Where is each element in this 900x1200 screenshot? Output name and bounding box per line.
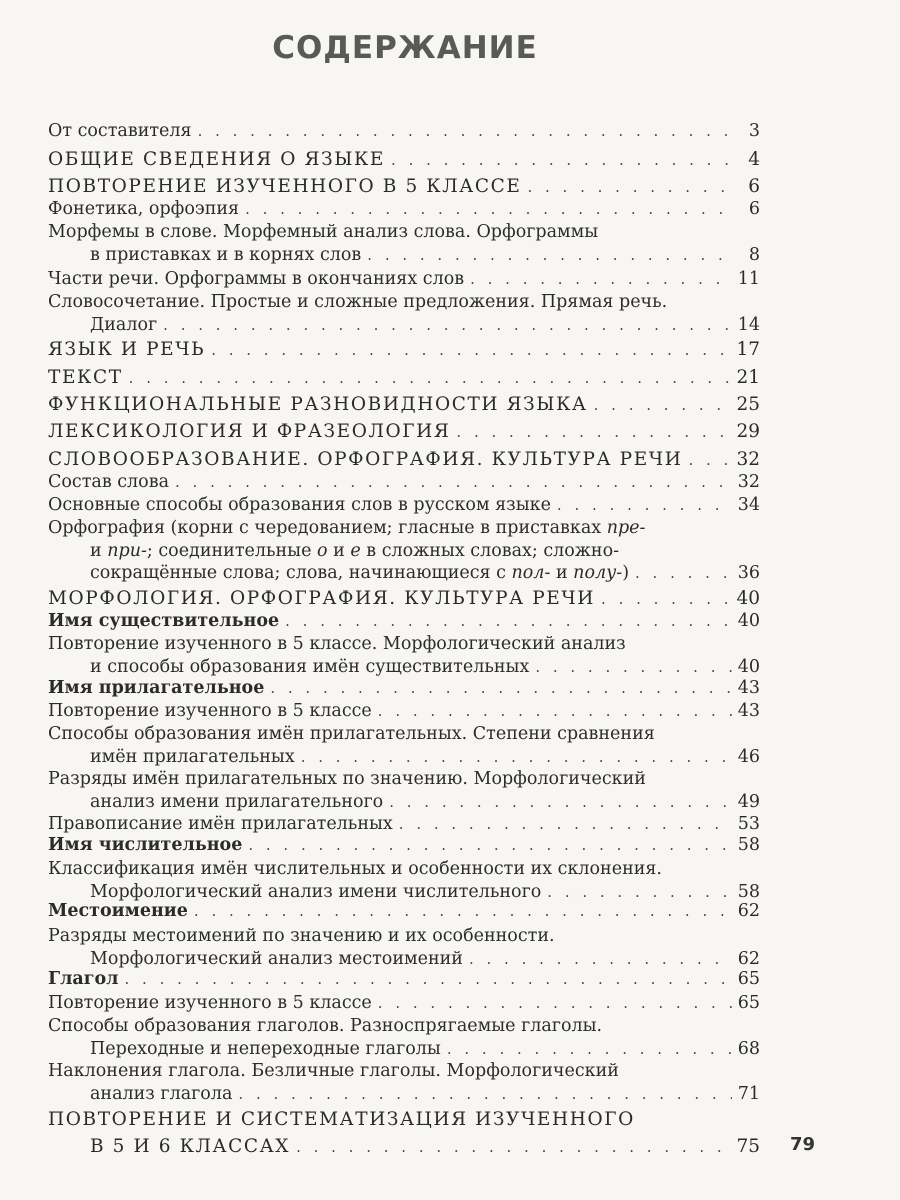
toc-entry [48, 610, 760, 633]
text-segment: ; соединительные [146, 540, 318, 561]
toc-page-number: 75 [736, 1136, 760, 1157]
toc-page-number: 53 [737, 814, 760, 834]
toc-entry [48, 633, 760, 678]
toc-entry-line [48, 1083, 760, 1106]
toc-entry-line [48, 540, 760, 563]
dot-leader [163, 314, 732, 337]
toc-page-number: 65 [737, 993, 760, 1013]
toc-entry-text: Имя числительное [48, 835, 243, 855]
toc-entry-text: Состав слова [48, 472, 169, 492]
toc-entry-text: Повторение изученного в 5 классе [48, 701, 372, 721]
toc-entry [48, 391, 760, 418]
toc-entry [48, 723, 760, 768]
toc-page-number: 68 [737, 1038, 760, 1059]
toc-page-number: 43 [737, 678, 760, 698]
text-segment: и [90, 540, 108, 561]
dot-leader [447, 1038, 732, 1061]
toc-entry [48, 471, 760, 494]
dot-leader [594, 392, 731, 419]
toc-entry [48, 858, 760, 903]
toc-page-number: 49 [737, 791, 760, 812]
toc-entry-line [48, 221, 760, 244]
dot-leader [245, 198, 732, 221]
toc-entry [48, 768, 760, 813]
toc-entry-line [48, 1060, 760, 1083]
toc-entry-text: ПОВТОРЕНИЕ ИЗУЧЕННОГО В 5 КЛАССЕ [48, 176, 522, 197]
toc-page-number: 62 [737, 948, 760, 969]
toc-page-number: 58 [737, 881, 760, 902]
toc-entry [48, 221, 760, 266]
toc-entry-text: анализ имени прилагательного [90, 791, 384, 812]
toc-entry-text: в приставках и в корнях слов [90, 244, 362, 265]
toc-page-number: 17 [736, 339, 760, 360]
toc-entry-line [48, 517, 760, 540]
toc-entry-line [48, 992, 760, 1015]
toc-entry [48, 992, 760, 1015]
toc-entry [48, 677, 760, 700]
toc-entry-text: Морфемы в слове. Морфемный анализ слова. Орфограммы [48, 222, 599, 242]
dot-leader [535, 656, 731, 679]
toc-entry-text: ЛЕКСИКОЛОГИЯ И ФРАЗЕОЛОГИЯ [48, 421, 451, 442]
toc-entry-text: Наклонения глагола. Безличные глаголы. Морфологический [48, 1061, 619, 1081]
toc-entry-text: ФУНКЦИОНАЛЬНЫЕ РАЗНОВИДНОСТИ ЯЗЫКА [48, 394, 588, 415]
toc-entry [48, 925, 760, 970]
toc-entry-text: МОРФОЛОГИЯ. ОРФОГРАФИЯ. КУЛЬТУРА РЕЧИ [48, 588, 596, 609]
text-segment: и [327, 540, 351, 561]
toc-page-number: 6 [748, 199, 760, 219]
toc-page-number: 40 [737, 656, 760, 677]
dot-leader [175, 471, 732, 494]
toc-entry-line [48, 446, 760, 473]
toc-entry-text: Морфологический анализ местоимений [90, 948, 463, 969]
toc-entry [48, 1106, 760, 1160]
toc-entry-line [48, 198, 760, 221]
dot-leader [378, 992, 732, 1015]
toc-page-number: 6 [748, 176, 760, 197]
toc-entry-text: Глагол [48, 969, 119, 989]
toc-entry-line [48, 768, 760, 791]
toc-entry-line [48, 391, 760, 418]
toc-page-number: 8 [748, 244, 760, 265]
toc-entry-text: СЛОВООБРАЗОВАНИЕ. ОРФОГРАФИЯ. КУЛЬТУРА РЕЧИ [48, 449, 683, 470]
dot-leader [367, 244, 732, 267]
toc-page-number: 65 [737, 969, 760, 989]
toc-entry-line [48, 925, 760, 948]
text-segment: в сложных словах; сложно- [360, 540, 620, 561]
dot-leader [129, 365, 731, 392]
italic-term: о [317, 540, 328, 561]
toc-entry-line [48, 723, 760, 746]
toc-entry-text: и способы образования имён существительных [90, 656, 530, 677]
toc-entry-text: Переходные и непереходные глаголы [90, 1038, 441, 1059]
toc-entry-line [48, 948, 760, 971]
toc-entry [48, 173, 760, 200]
toc-page-number: 58 [737, 835, 760, 855]
toc-entry-line [48, 314, 760, 337]
toc-entry-line [48, 291, 760, 314]
text-segment: и [550, 563, 574, 584]
toc-entry-text: Фонетика, орфоэпия [48, 199, 240, 219]
toc-entry-line [48, 610, 760, 633]
toc-entry-line [48, 494, 760, 517]
toc-entry-text: Повторение изученного в 5 классе. Морфологический анализ [48, 634, 626, 654]
toc-entry [48, 517, 760, 585]
toc-entry-text: Способы образования имён прилагательных. Степени сравнения [48, 724, 655, 744]
dot-leader [389, 791, 732, 814]
toc-page-number: 40 [736, 588, 760, 609]
toc-entry [48, 1015, 760, 1060]
text-segment: Орфография (корни с чередованием; гласные в приставках [48, 518, 607, 538]
toc-page-number: 36 [737, 563, 760, 584]
toc-entry-line [48, 146, 760, 173]
toc-entry-text: Разряды имён прилагательных по значению. Морфологический [48, 769, 646, 789]
toc-entry [48, 813, 760, 836]
toc-page-number: 4 [748, 149, 760, 170]
dot-leader [469, 948, 732, 971]
toc-entry [48, 268, 760, 291]
italic-term: при- [107, 540, 147, 561]
toc-entry [48, 120, 760, 143]
italic-term: пол- [511, 563, 551, 584]
toc-entry-text: ПОВТОРЕНИЕ И СИСТЕМАТИЗАЦИЯ ИЗУЧЕННОГО [48, 1109, 635, 1130]
dot-leader [470, 268, 732, 291]
toc-entry-line [48, 585, 760, 612]
toc-entry-text: Способы образования глаголов. Разноспрягаемые глаголы. [48, 1016, 603, 1036]
toc-entry-text: имён прилагательных [90, 746, 295, 767]
toc-entry [48, 364, 760, 391]
toc-entry-line [48, 244, 760, 267]
toc-page-number: 25 [736, 394, 760, 415]
text-segment: ) [622, 563, 630, 584]
toc-entry [48, 146, 760, 173]
toc-page-number: 3 [748, 121, 760, 141]
toc-entry-text: Классификация имён числительных и особенности их склонения. [48, 859, 662, 879]
dot-leader [194, 900, 732, 923]
toc-entry-line [48, 336, 760, 363]
dot-leader [211, 337, 730, 364]
toc-entry-line [48, 700, 760, 723]
italic-term: е [350, 540, 361, 561]
dot-leader [527, 174, 732, 201]
toc-entry-line [48, 120, 760, 143]
toc-page-number: 34 [737, 495, 760, 515]
dot-leader [635, 562, 732, 585]
toc-entry-line [48, 1038, 760, 1061]
toc-entry-line [48, 1106, 760, 1133]
toc-entry-line [48, 791, 760, 814]
toc-entry-text: Правописание имён прилагательных [48, 814, 393, 834]
toc-entry-text: анализ глагола [90, 1083, 233, 1104]
toc-entry-line [48, 968, 760, 991]
toc-page-number: 29 [736, 421, 760, 442]
toc-entry [48, 968, 760, 991]
toc-entry-line [48, 562, 760, 585]
toc-entry [48, 834, 760, 857]
toc-entry-text: В 5 И 6 КЛАССАХ [90, 1136, 291, 1157]
dot-leader [125, 968, 732, 991]
toc-entry-text [90, 562, 629, 585]
toc-entry [48, 336, 760, 363]
toc-entry-line [48, 1133, 760, 1160]
toc-entry-text: Словосочетание. Простые и сложные предложения. Прямая речь. [48, 292, 668, 312]
toc-entry-line [48, 364, 760, 391]
toc-entry-text: Разряды местоимений по значению и их особенности. [48, 926, 555, 946]
italic-term: пре- [606, 518, 646, 538]
toc-entry-text: Морфологический анализ имени числительного [90, 881, 542, 902]
toc-entry-text: ТЕКСТ [48, 367, 123, 388]
dot-leader [248, 834, 731, 857]
toc-page-number: 32 [736, 449, 760, 470]
toc-page-number: 14 [737, 314, 760, 335]
toc-entry [48, 198, 760, 221]
page-number: 79 [790, 1134, 816, 1155]
toc-entry-line [48, 633, 760, 656]
toc-entry-text: Местоимение [48, 901, 188, 921]
dot-leader [301, 746, 732, 769]
toc-entry [48, 418, 760, 445]
toc-entry-text: Повторение изученного в 5 классе [48, 993, 372, 1013]
toc-entry-text: От составителя [48, 121, 192, 141]
toc-entry-line [48, 268, 760, 291]
toc-entry-text: ОБЩИЕ СВЕДЕНИЯ О ЯЗЫКЕ [48, 149, 386, 170]
toc-entry-line [48, 1015, 760, 1038]
italic-term: полу- [573, 563, 623, 584]
dot-leader [601, 586, 730, 613]
page-title: СОДЕРЖАНИЕ [272, 30, 538, 66]
toc-page-number: 21 [736, 367, 760, 388]
toc-entry-text [48, 517, 645, 540]
dot-leader [285, 610, 732, 633]
toc-entry-text: Имя существительное [48, 611, 280, 631]
text-segment: сокращённые слова; слова, начинающиеся с [90, 563, 512, 584]
dot-leader [296, 1134, 730, 1161]
toc-page-number: 46 [737, 746, 760, 767]
dot-leader [456, 419, 730, 446]
toc-entry-line [48, 173, 760, 200]
dot-leader [238, 1083, 731, 1106]
dot-leader [198, 120, 732, 143]
toc-entry-text [90, 540, 619, 563]
dot-leader [378, 700, 732, 723]
toc-entry [48, 446, 760, 473]
toc-entry-line [48, 813, 760, 836]
toc-entry-line [48, 677, 760, 700]
dot-leader [399, 813, 732, 836]
toc-entry [48, 585, 760, 612]
toc-entry-line [48, 418, 760, 445]
toc-entry [48, 494, 760, 517]
toc-page-number: 32 [737, 472, 760, 492]
toc-entry-text: Диалог [90, 314, 158, 335]
dot-leader [557, 494, 732, 517]
toc-page-number: 62 [737, 901, 760, 921]
toc-page-number: 71 [737, 1083, 760, 1104]
toc-entry [48, 291, 760, 336]
toc-entry-text: ЯЗЫК И РЕЧЬ [48, 339, 206, 360]
dot-leader [391, 147, 732, 174]
toc-entry-text: Основные способы образования слов в русском языке [48, 495, 551, 515]
toc-entry-line [48, 834, 760, 857]
dot-leader [270, 677, 731, 700]
toc-entry [48, 1060, 760, 1105]
toc-page-number: 40 [737, 611, 760, 631]
toc-entry [48, 900, 760, 923]
toc-entry-line [48, 471, 760, 494]
dot-leader [688, 447, 730, 474]
toc-entry [48, 700, 760, 723]
toc-entry-text: Части речи. Орфограммы в окончаниях слов [48, 269, 465, 289]
toc-entry-line [48, 656, 760, 679]
toc-entry-line [48, 746, 760, 769]
toc-entry-line [48, 858, 760, 881]
toc-entry-line [48, 900, 760, 923]
toc-entry-text: Имя прилагательное [48, 678, 265, 698]
toc-page-number: 43 [737, 701, 760, 721]
toc-page-number: 11 [737, 269, 760, 289]
